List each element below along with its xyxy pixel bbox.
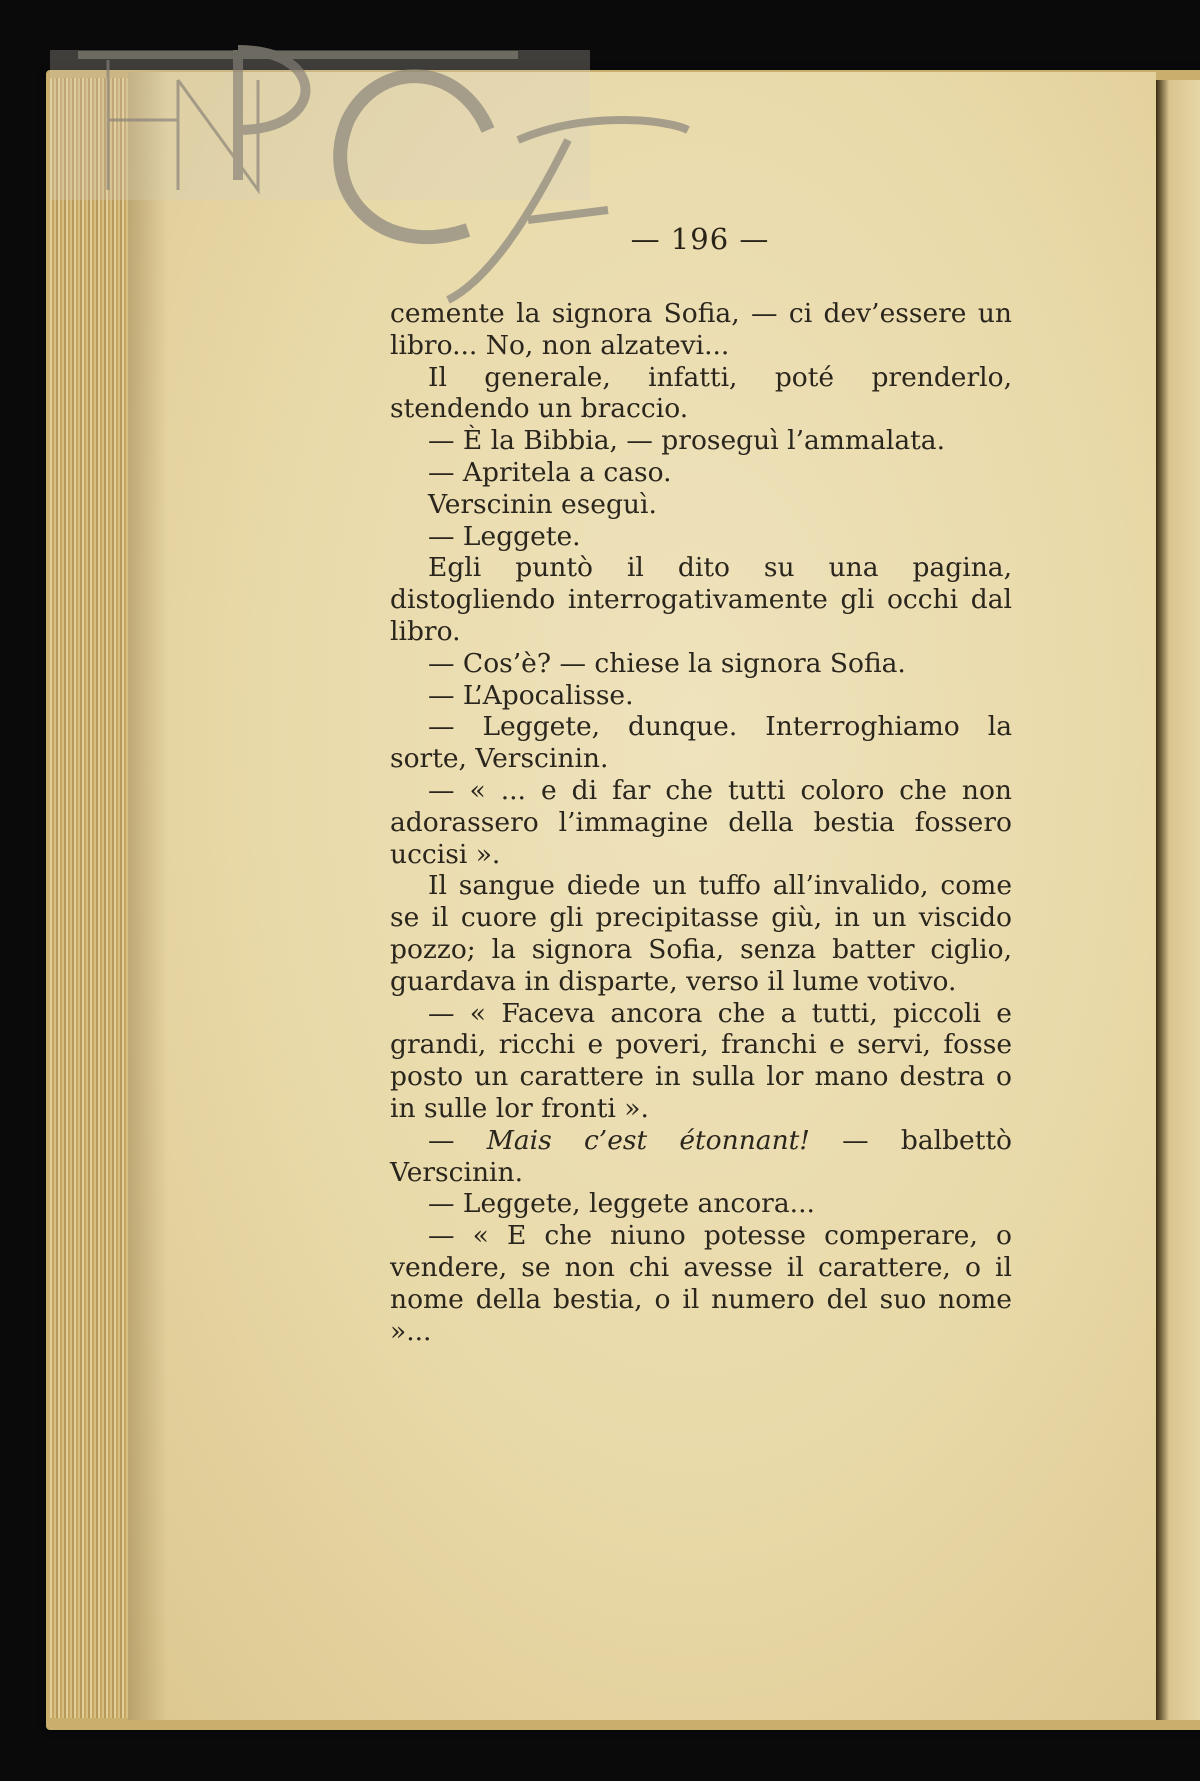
paragraph: — « ... e di far che tutti coloro che non adorassero l’immagine della bestia fossero uccisi ». bbox=[390, 774, 1012, 870]
dash: — bbox=[428, 1124, 487, 1156]
paragraph: — Apritela a caso. bbox=[428, 456, 672, 488]
paragraph: Egli puntò il dito su una pagina, distogliendo interrogativamente gli occhi dal libro. bbox=[390, 552, 1012, 647]
paragraph: — Leggete, dunque. Interroghiamo la sorte, Verscinin. bbox=[390, 711, 1012, 775]
text-run: — balbettò Verscinin. bbox=[390, 1124, 1012, 1188]
italic-phrase: Mais c’est étonnant! bbox=[486, 1124, 810, 1156]
facing-page-edge bbox=[1156, 80, 1200, 1720]
body-text bbox=[390, 298, 1012, 1347]
page-edges bbox=[50, 78, 130, 1718]
paragraph: — Cos’è? — chiese la signora Sofia. bbox=[428, 647, 906, 679]
paragraph: Il generale, infatti, poté prenderlo, stendendo un braccio. bbox=[390, 361, 1012, 425]
paragraph: — « Faceva ancora che a tutti, piccoli e grandi, ricchi e poveri, franchi e servi, fosse posto un carattere in sulla lor mano destra o in sulle lor fronti ». bbox=[390, 997, 1012, 1124]
paragraph: — L’Apocalisse. bbox=[428, 679, 634, 711]
paragraph bbox=[390, 1125, 1012, 1189]
paragraph: — È la Bibbia, — proseguì l’ammalata. bbox=[428, 425, 946, 457]
paragraph: — Leggete, leggete ancora... bbox=[428, 1188, 815, 1220]
paragraph: — Leggete. bbox=[428, 520, 581, 552]
paragraph: — « E che niuno potesse comperare, o vendere, se non chi avesse il carattere, o il nome della bestia, o il numero del suo nome »... bbox=[390, 1220, 1012, 1347]
paragraph: cemente la signora Sofia, — ci dev’essere un libro... No, non alzatevi... bbox=[390, 298, 1012, 361]
paragraph: Verscinin eseguì. bbox=[428, 488, 657, 520]
library-watermark bbox=[48, 20, 708, 320]
page-number: — 196 — bbox=[630, 222, 770, 256]
paragraph: Il sangue diede un tuffo all’invalido, come se il cuore gli precipitasse giù, in un viscido pozzo; la signora Sofia, senza batter ciglio, guardava in disparte, verso il lume votivo. bbox=[390, 870, 1012, 997]
